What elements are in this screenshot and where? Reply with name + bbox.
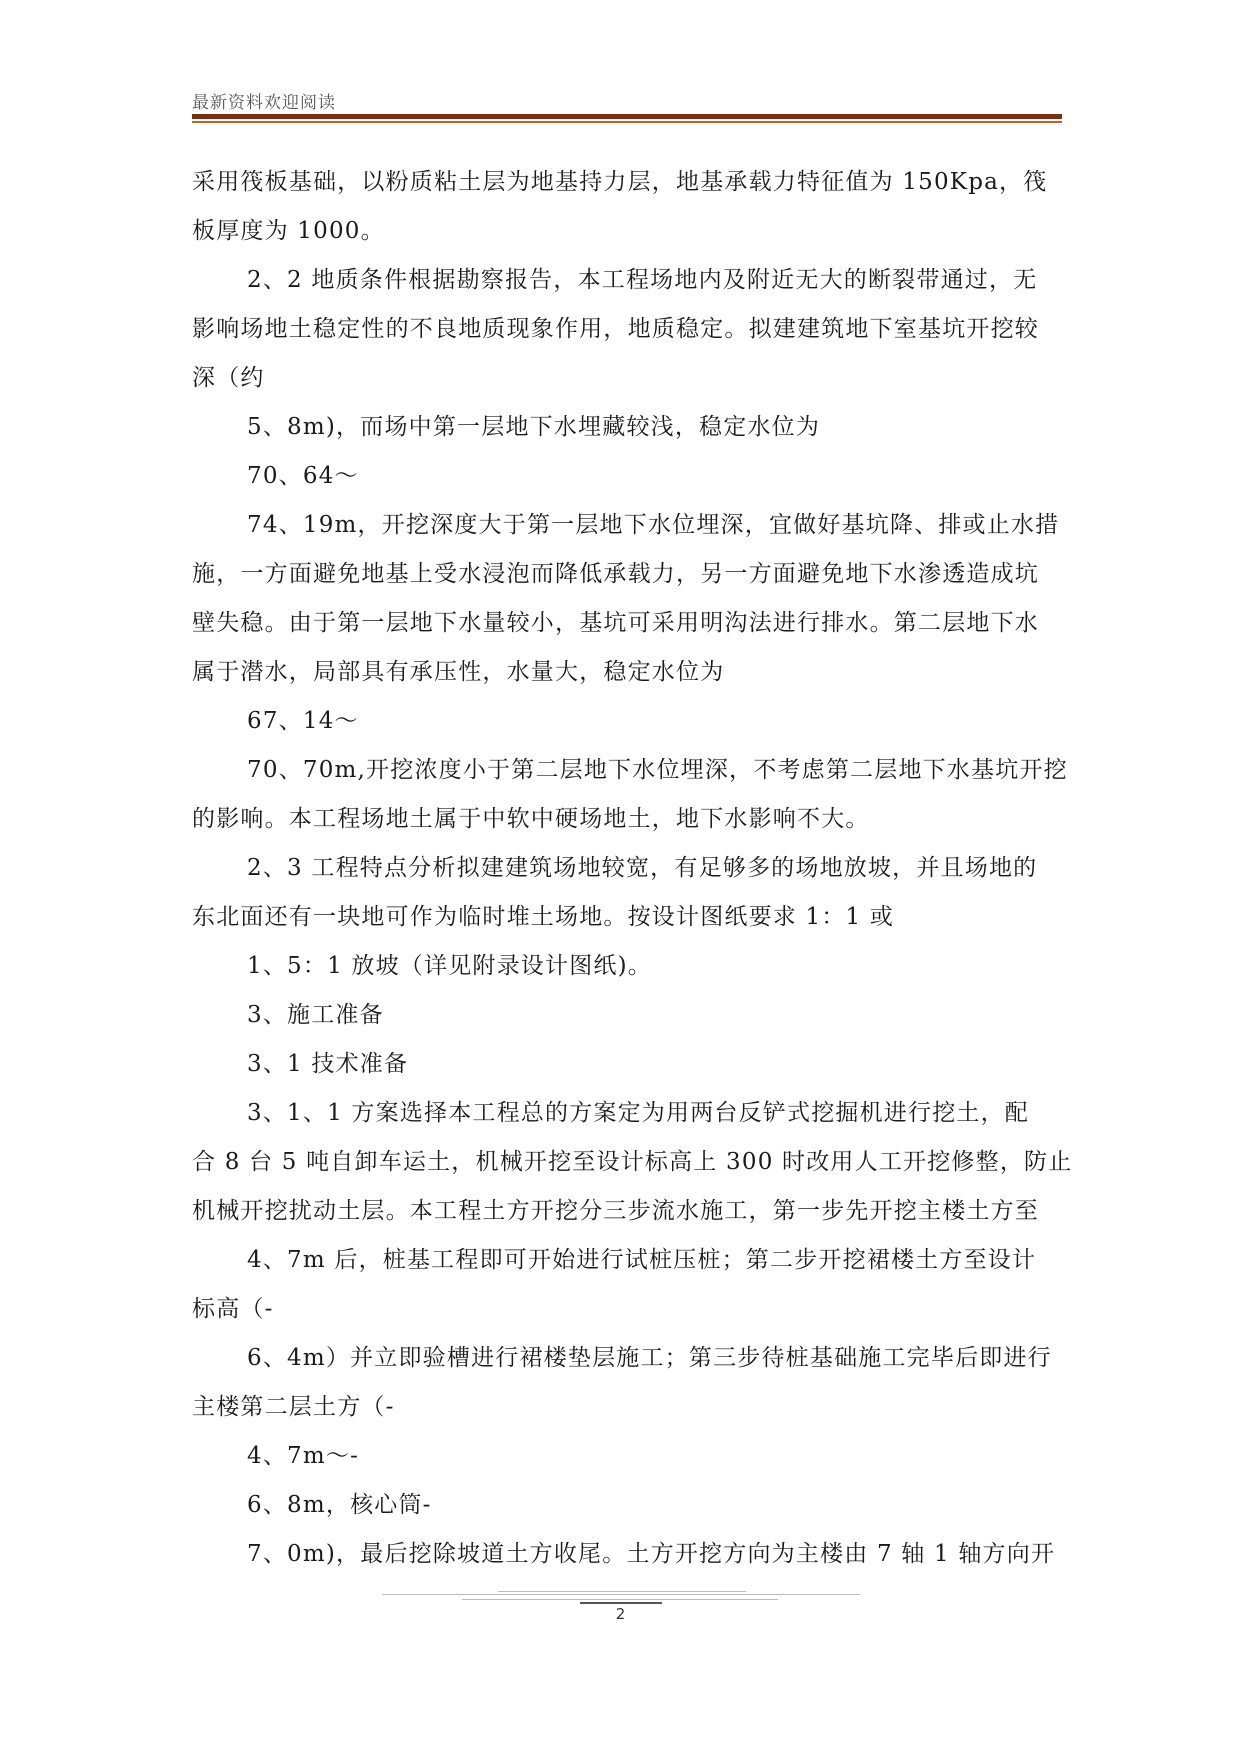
header-rule-thick — [192, 114, 1062, 119]
text-line: 4、7m 后，桩基工程即可开始进行试桩压桩；第二步开挖裙楼土方至设计 — [247, 1247, 1037, 1273]
text-line: 74、19m，开挖深度大于第一层地下水位埋深，宜做好基坑降、排或止水措 — [247, 512, 1060, 538]
text-line: 1、5：1 放坡（详见附录设计图纸)。 — [247, 953, 652, 979]
text-line: 属于潜水，局部具有承压性，水量大，稳定水位为 — [192, 659, 725, 685]
text-line: 67、14～ — [247, 708, 359, 734]
text-line: 7、0m)，最后挖除坡道土方收尾。土方开挖方向为主楼由 7 轴 1 轴方向开 — [247, 1541, 1056, 1567]
text-line: 东北面还有一块地可作为临时堆土场地。按设计图纸要求 1：1 或 — [192, 904, 895, 930]
text-line: 影响场地土稳定性的不良地质现象作用，地质稳定。拟建建筑地下室基坑开挖较 — [192, 316, 1039, 342]
text-line: 壁失稳。由于第一层地下水量较小，基坑可采用明沟法进行排水。第二层地下水 — [192, 610, 1039, 636]
page-number: 2 — [615, 1605, 626, 1623]
text-line: 70、70m,开挖浓度小于第二层地下水位埋深，不考虑第二层地下水基坑开挖 — [247, 757, 1068, 783]
footer-rule-short — [580, 1602, 662, 1604]
footer-rule-top — [498, 1591, 746, 1592]
text-line: 2、2 地质条件根据勘察报告，本工程场地内及附近无大的断裂带通过，无 — [247, 267, 1038, 293]
text-line: 4、7m～- — [247, 1443, 360, 1469]
text-line: 深（约 — [192, 365, 265, 391]
body-text — [192, 158, 1072, 1579]
text-line: 施，一方面避免地基上受水浸泡而降低承载力，另一方面避免地下水渗透造成坑 — [192, 561, 1039, 587]
footer-rule-mid — [462, 1599, 778, 1600]
text-line: 合 8 台 5 吨自卸车运土，机械开挖至设计标高上 300 时改用人工开挖修整，防止 — [192, 1149, 1073, 1175]
text-line: 主楼第二层土方（- — [192, 1394, 395, 1420]
text-line: 70、64～ — [247, 463, 359, 489]
section-heading: 3、1 技术准备 — [247, 1051, 409, 1077]
text-line: 标高（- — [192, 1296, 274, 1322]
footer-rule-long — [382, 1594, 860, 1595]
page-header-title: 最新资料欢迎阅读 — [192, 93, 336, 113]
text-line: 的影响。本工程场地土属于中软中硬场地土，地下水影响不大。 — [192, 806, 870, 832]
text-line: 采用筏板基础，以粉质粘土层为地基持力层，地基承载力特征值为 150Kpa，筏 — [192, 169, 1048, 195]
text-line: 6、8m，核心筒- — [247, 1492, 432, 1518]
text-line: 板厚度为 1000。 — [192, 218, 385, 244]
text-line: 5、8m)，而场中第一层地下水埋藏较浅，稳定水位为 — [247, 414, 821, 440]
text-line: 2、3 工程特点分析拟建建筑场地较宽，有足够多的场地放坡，并且场地的 — [247, 855, 1038, 881]
section-heading: 3、施工准备 — [247, 1002, 384, 1028]
text-line: 3、1、1 方案选择本工程总的方案定为用两台反铲式挖掘机进行挖土，配 — [247, 1100, 1030, 1126]
text-line: 机械开挖扰动土层。本工程土方开挖分三步流水施工，第一步先开挖主楼土方至 — [192, 1198, 1039, 1224]
text-line: 6、4m）并立即验槽进行裙楼垫层施工；第三步待桩基础施工完毕后即进行 — [247, 1345, 1052, 1371]
header-rule-thin — [192, 121, 1062, 123]
